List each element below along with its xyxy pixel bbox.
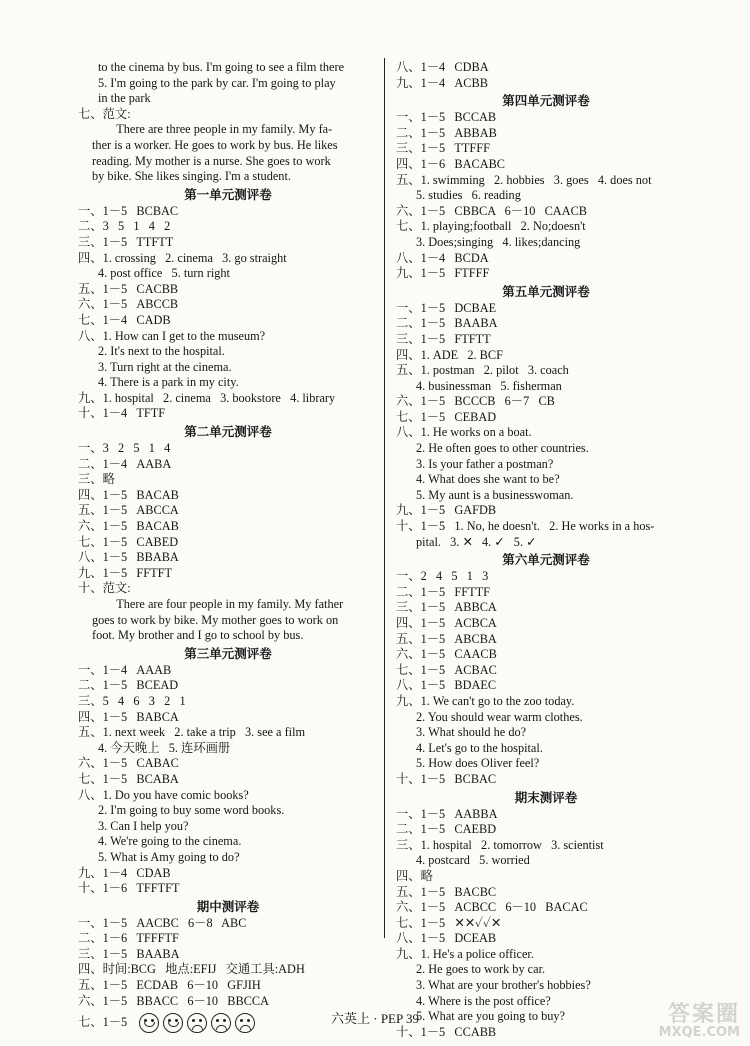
watermark-logo xyxy=(620,1004,740,1042)
right-column xyxy=(396,60,696,1040)
answer-line: 九、1－4 ACBB xyxy=(396,75,488,90)
answer-line: in the park xyxy=(98,91,151,106)
answer-line: 六、1－5 BCCCB 6－7 CB xyxy=(396,394,555,409)
answer-line: 一、1－5 AACBC 6－8 ABC xyxy=(78,915,247,930)
answer-line: 六、1－5 ABCCB xyxy=(78,297,179,312)
answer-line: 二、3 5 1 4 2 xyxy=(78,219,171,234)
answer-line: There are three people in my family. My fa- xyxy=(98,122,333,137)
answer-line: 十、范文: xyxy=(78,581,131,596)
answer-line: 十、1－5 BCBAC xyxy=(396,771,497,786)
answer-line: 八、1. How can I get to the museum? xyxy=(78,328,266,343)
answer-line: 5. How does Oliver feel? xyxy=(416,756,540,771)
answer-line: 九、1. hospital 2. cinema 3. bookstore 4. library xyxy=(78,390,336,405)
answer-line: 四、1－6 BACABC xyxy=(396,156,505,171)
answer-line: 六、1－5 BACAB xyxy=(78,519,179,534)
answer-line: 4. businessman 5. fisherman xyxy=(416,378,562,393)
answer-line: 4. Where is the post office? xyxy=(416,993,551,1008)
answer-line: There are four people in my family. My father xyxy=(98,597,344,611)
answer-line: 4. There is a park in my city. xyxy=(98,375,239,390)
answer-line: 三、1－5 FTFTT xyxy=(396,331,491,346)
answer-line: 三、1－5 TTFTT xyxy=(78,234,174,249)
answer-line: 4. We're going to the cinema. xyxy=(98,834,242,849)
answer-line: 九、1－5 GAFDB xyxy=(396,503,497,518)
answer-line: 六、1－5 BBACC 6－10 BBCCA xyxy=(78,993,269,1008)
section-heading: 期中测评卷 xyxy=(196,898,260,914)
section-heading: 期末测评卷 xyxy=(514,789,578,805)
answer-line: 5. What is Amy going to do? xyxy=(98,849,240,864)
section-heading: 第三单元测评卷 xyxy=(184,645,272,661)
answer-line: 五、1. postman 2. pilot 3. coach xyxy=(396,363,569,378)
answer-line: 九、1. We can't go to the zoo today. xyxy=(396,693,575,708)
answer-line: 三、1－5 BAABA xyxy=(78,946,180,961)
answer-line: 四、1－5 BABCA xyxy=(78,709,179,724)
answer-line: 3. What are your brother's hobbies? xyxy=(416,978,591,993)
answer-line: 七、1－5 BCABA xyxy=(78,771,179,786)
answer-line: 七、1－5 ✕✕✓✓✕ xyxy=(396,915,502,930)
answer-line: 4. Let's go to the hospital. xyxy=(416,740,543,755)
answer-line: 八、1－5 BBABA xyxy=(78,550,179,565)
answer-line: 5. My aunt is a businesswoman. xyxy=(416,487,574,502)
answer-line: 二、1－5 BCEAD xyxy=(78,678,179,693)
answer-line: 三、1－5 TTFFF xyxy=(396,141,490,156)
answer-line: 3. Turn right at the cinema. xyxy=(98,359,232,374)
answer-line: 四、时间:BCG 地点:EFIJ 交通工具:ADH xyxy=(78,962,305,977)
answer-line: 五、1. next week 2. take a trip 3. see a film xyxy=(78,725,306,740)
answer-line: 一、1－5 DCBAE xyxy=(396,300,497,315)
answer-line: 五、1－5 ECDAB 6－10 GFJIH xyxy=(78,978,261,993)
column-divider xyxy=(384,58,385,938)
answer-line: foot. My brother and I go to school by bus. xyxy=(92,628,304,643)
answer-line: 七、1－5 ACBAC xyxy=(396,662,497,677)
answer-line: 4. post office 5. turn right xyxy=(98,266,230,281)
answer-line: 十、1－4 TFTF xyxy=(78,406,166,421)
answer-line: 七、范文: xyxy=(78,106,131,121)
answer-line: 4. What does she want to be? xyxy=(416,472,560,487)
faces-label: 七、1－5 xyxy=(78,1015,128,1030)
answer-line: ther is a worker. He goes to work by bus. He likes xyxy=(92,137,338,152)
answer-line: 四、1. crossing 2. cinema 3. go straight xyxy=(78,250,287,265)
answer-line: 四、1. ADE 2. BCF xyxy=(396,347,503,362)
answer-line: 六、1－5 CABAC xyxy=(78,756,179,771)
answer-line: 五、1－5 CACBB xyxy=(78,281,179,296)
section-heading: 第二单元测评卷 xyxy=(184,424,272,440)
answer-line: 2. He goes to work by car. xyxy=(416,962,546,977)
answer-line: 四、1－5 ACBCA xyxy=(396,616,497,630)
answer-line: 一、1－4 AAAB xyxy=(78,662,172,677)
answer-line: 二、1－5 FFTTF xyxy=(396,584,490,599)
answer-line: 五、1－5 BACBC xyxy=(396,884,497,899)
answer-line: 2. You should wear warm clothes. xyxy=(416,709,583,724)
answer-line: reading. My mother is a nurse. She goes to work xyxy=(92,153,331,168)
answer-line: 八、1－4 BCDA xyxy=(396,250,489,265)
answer-line: 二、1－4 AABA xyxy=(78,456,172,471)
answer-line: 五、1－5 ABCCA xyxy=(78,503,179,518)
answer-line: 七、1－5 CABED xyxy=(78,534,179,549)
answer-line: 三、1－5 ABBCA xyxy=(396,600,497,615)
answer-line: 3. Can I help you? xyxy=(98,818,189,833)
answer-line: 九、1－5 FFTFT xyxy=(78,565,172,580)
answer-line: 3. Is your father a postman? xyxy=(416,456,554,471)
answer-line: 3. Does;singing 4. likes;dancing xyxy=(416,234,581,249)
section-heading: 第一单元测评卷 xyxy=(184,186,272,202)
answer-line: 二、1－6 TFFFTF xyxy=(78,931,179,946)
answer-line: 九、1－4 CDAB xyxy=(78,865,171,880)
page-footer: 六英上 · PEP 39 xyxy=(331,1011,419,1026)
left-column xyxy=(78,60,378,1035)
answer-line: 六、1－5 ACBCC 6－10 BACAC xyxy=(396,900,588,915)
answer-line: 五、1－5 ABCBA xyxy=(396,631,497,646)
answer-line: 十、1－5 1. No, he doesn't. 2. He works in a hos- xyxy=(396,519,655,534)
answer-line: 三、1. hospital 2. tomorrow 3. scientist xyxy=(396,837,604,852)
answer-line: 一、1－5 BCCAB xyxy=(396,110,497,125)
answer-line: 二、1－5 CAEBD xyxy=(396,822,497,837)
answer-line: 二、1－5 ABBAB xyxy=(396,125,497,140)
answer-line: 八、1－5 BDAEC xyxy=(396,678,497,693)
answer-line: 一、1－5 AABBA xyxy=(396,806,498,821)
answer-line: 三、5 4 6 3 2 1 xyxy=(78,693,186,708)
answer-line: by bike. She likes singing. I'm a student. xyxy=(92,169,291,184)
answer-line: 5. What are you going to buy? xyxy=(416,1009,566,1024)
section-heading: 第四单元测评卷 xyxy=(502,93,590,109)
answer-line: 一、3 2 5 1 4 xyxy=(78,441,171,456)
answer-line: 2. He often goes to other countries. xyxy=(416,441,589,456)
answer-line: 4. postcard 5. worried xyxy=(416,853,530,868)
answer-line: 八、1－4 CDBA xyxy=(396,60,489,74)
answer-line: 2. It's next to the hospital. xyxy=(98,344,225,359)
answer-line: 九、1. He's a police officer. xyxy=(396,946,534,961)
watermark-bottom: MXQE.COM xyxy=(658,1025,740,1040)
answer-line: 四、略 xyxy=(396,868,433,883)
answer-line: 三、略 xyxy=(78,472,115,487)
watermark-top: 答案圈 xyxy=(667,1002,740,1027)
answer-line: 八、1－5 DCEAB xyxy=(396,931,497,946)
answer-line: 八、1. He works on a boat. xyxy=(396,425,532,440)
answer-line: 5. I'm going to the park by car. I'm going to play xyxy=(98,75,336,90)
answer-line: 十、1－5 CCABB xyxy=(396,1024,497,1039)
answer-line: 六、1－5 CAACB xyxy=(396,647,497,662)
answer-line: goes to work by bike. My mother goes to work on xyxy=(92,612,339,627)
answer-line: 5. studies 6. reading xyxy=(416,188,521,203)
answer-line: 二、1－5 BAABA xyxy=(396,316,498,331)
answer-line: 一、1－5 BCBAC xyxy=(78,203,179,218)
answer-line: 3. What should he do? xyxy=(416,725,527,740)
answer-line: to the cinema by bus. I'm going to see a film there xyxy=(98,60,345,74)
answer-line: 七、1－4 CADB xyxy=(78,312,171,327)
answer-line: pital. 3. ✕ 4. ✓ 5. ✓ xyxy=(416,534,537,549)
answer-line: 十、1－6 TFFTFT xyxy=(78,881,180,896)
answer-line: 八、1. Do you have comic books? xyxy=(78,787,249,802)
answer-line: 2. I'm going to buy some word books. xyxy=(98,803,285,818)
answer-line: 一、2 4 5 1 3 xyxy=(396,569,489,584)
answer-line: 四、1－5 BACAB xyxy=(78,487,179,502)
answer-line: 七、1. playing;football 2. No;doesn't xyxy=(396,219,586,234)
answer-line: 九、1－5 FTFFF xyxy=(396,266,490,281)
answer-line: 六、1－5 CBBCA 6－10 CAACB xyxy=(396,203,587,218)
answer-line: 七、1－5 CEBAD xyxy=(396,409,497,424)
answer-line: 4. 今天晚上 5. 连环画册 xyxy=(98,740,231,755)
section-heading: 第六单元测评卷 xyxy=(502,552,590,568)
answer-line: 五、1. swimming 2. hobbies 3. goes 4. does not xyxy=(396,172,652,187)
section-heading: 第五单元测评卷 xyxy=(502,283,590,299)
